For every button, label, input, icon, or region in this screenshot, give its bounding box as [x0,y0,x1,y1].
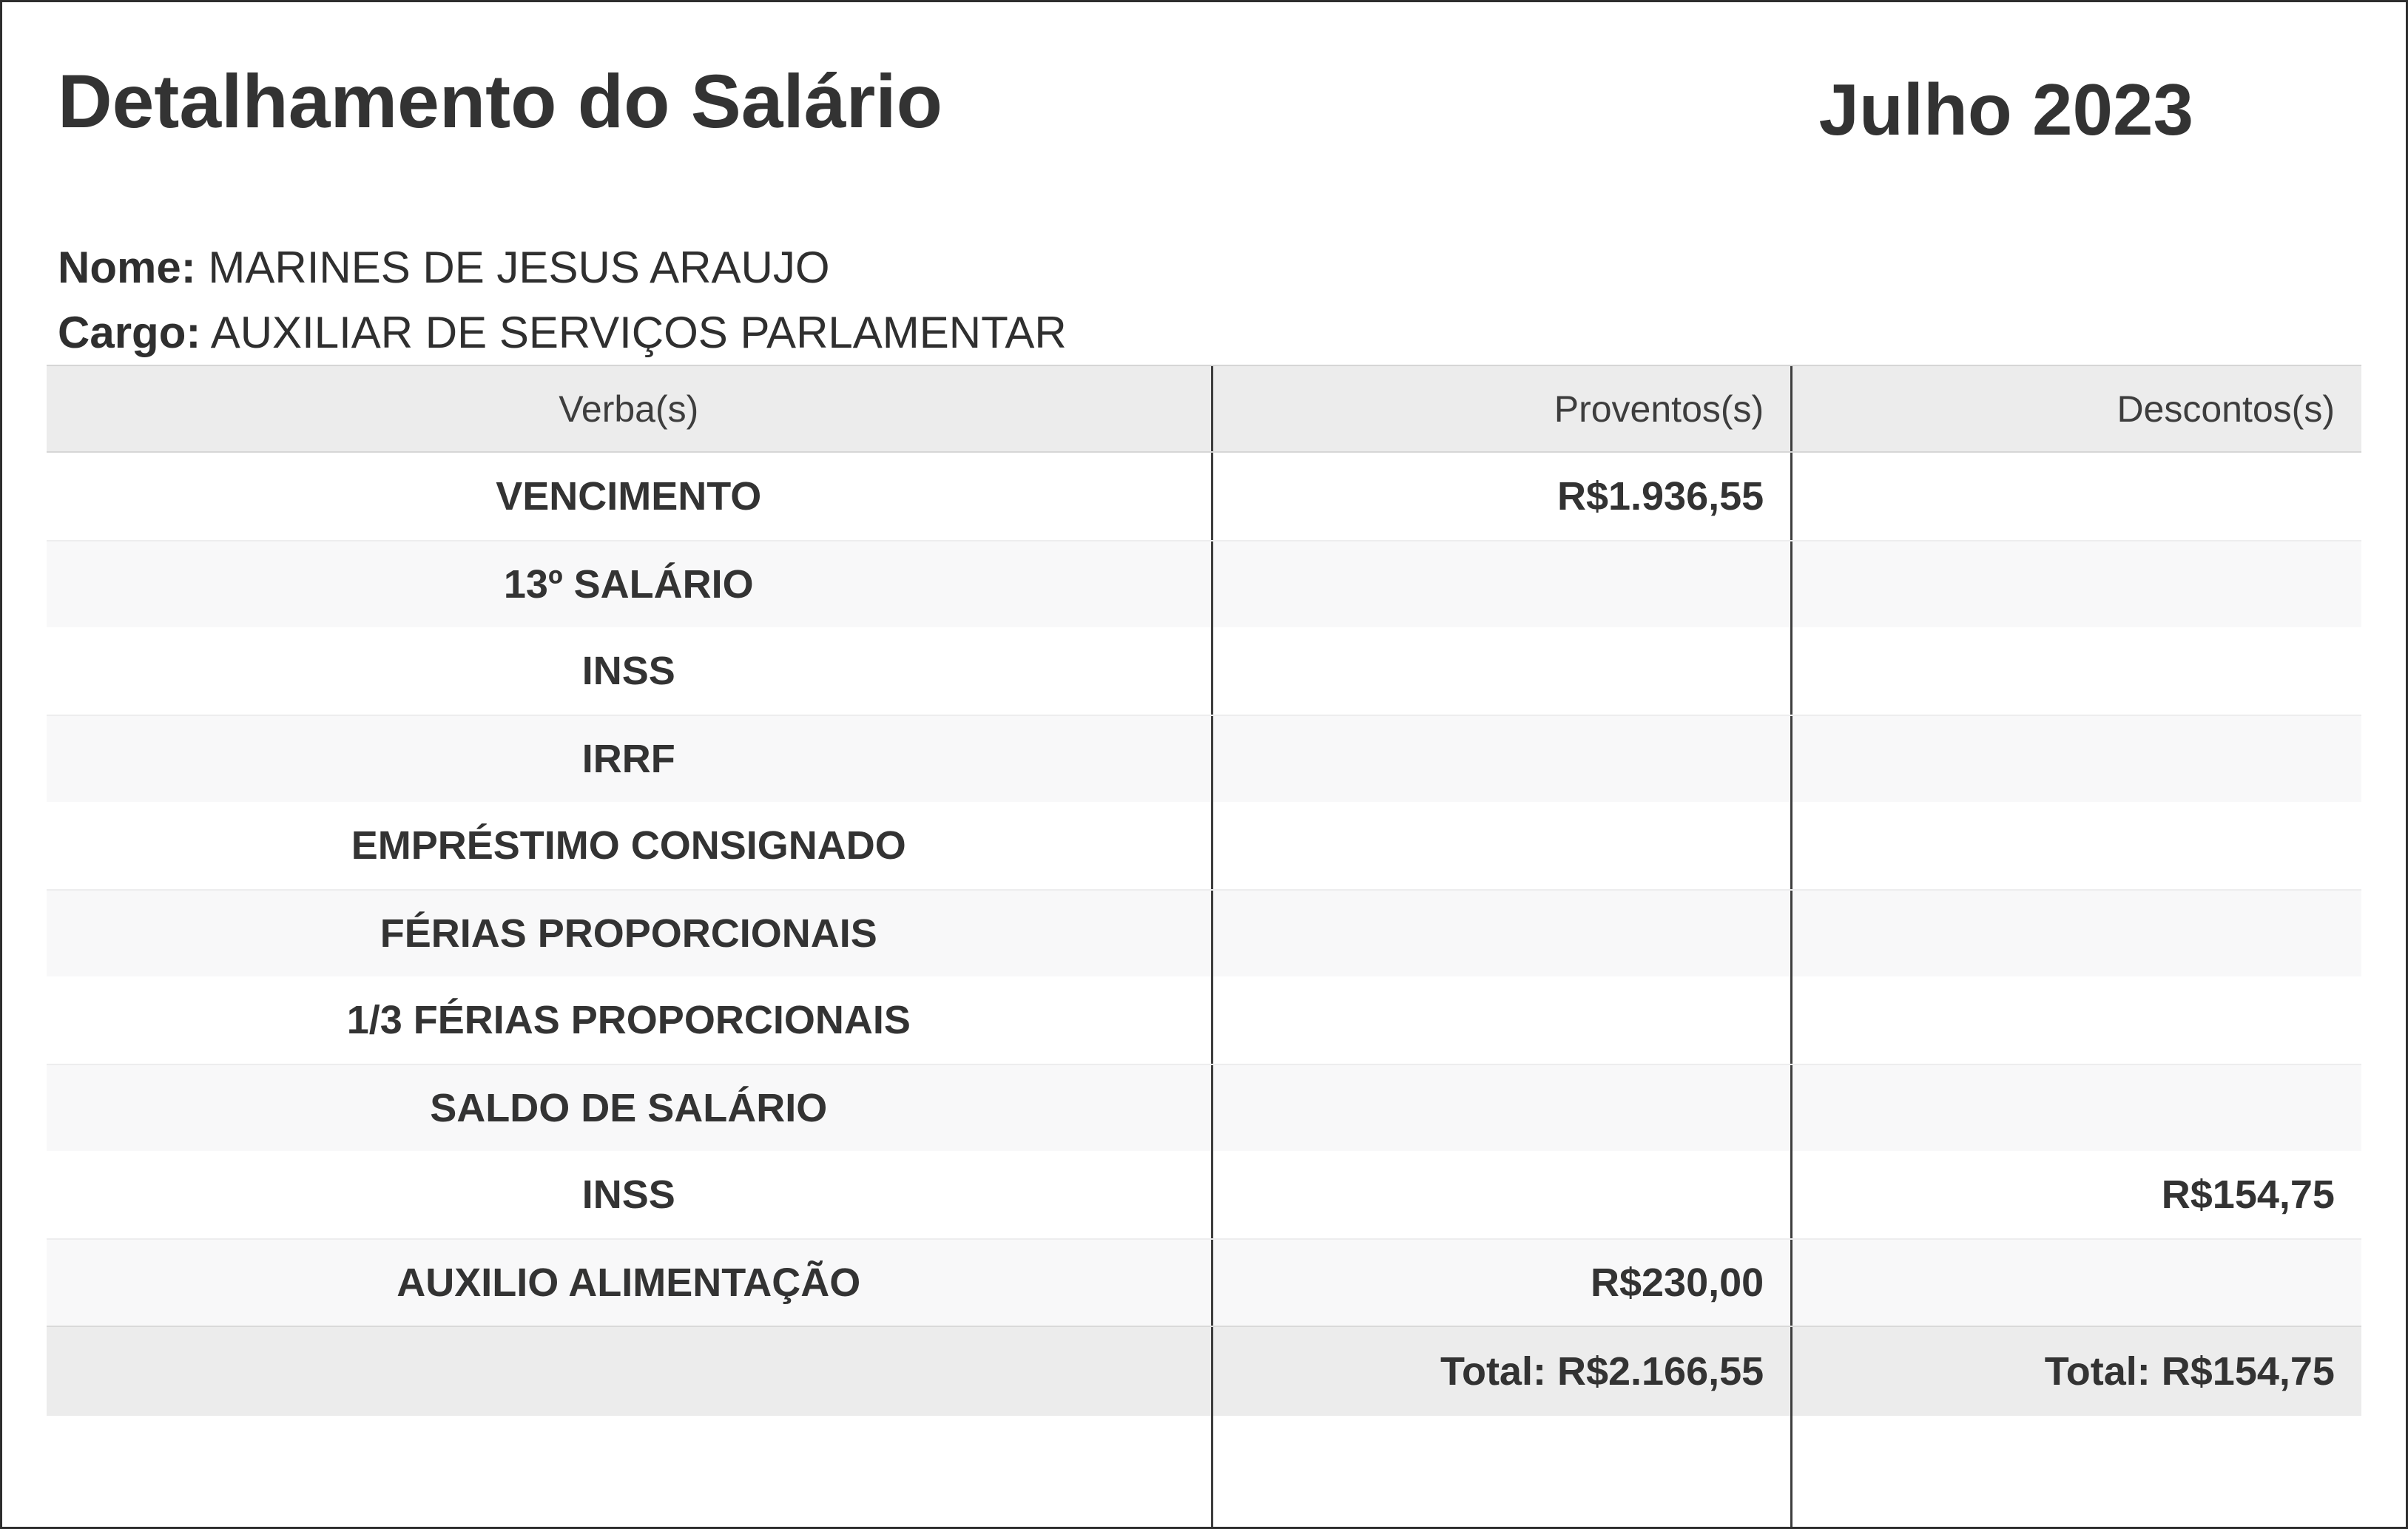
table-row [47,540,2361,627]
cell-descontos: R$154,75 [2161,1172,2335,1218]
cell-verba: SALDO DE SALÁRIO [430,1086,828,1131]
total-verba-cell [47,1327,1211,1416]
cell-descontos [1792,541,2361,627]
table-footer-spacer [47,1416,2361,1527]
page-header [47,59,2361,150]
table-row [47,1064,2361,1151]
employee-name-label: Nome: [58,243,196,293]
cell-descontos [1792,627,2361,715]
page-title: Detalhamento do Salário [58,59,942,144]
table-row [47,976,2361,1064]
employee-role-line [58,308,2361,358]
cell-verba: INSS [581,649,675,694]
cell-verba: INSS [581,1172,675,1218]
cell-proventos [1211,716,1793,802]
cell-verba: FÉRIAS PROPORCIONAIS [380,911,877,956]
salary-table [47,365,2361,1527]
employee-role-label: Cargo: [58,308,201,358]
cell-verba: IRRF [581,737,675,782]
cell-descontos [1792,716,2361,802]
cell-descontos [1792,453,2361,540]
column-header-proventos: Proventos(s) [1554,388,1764,430]
cell-verba: AUXILIO ALIMENTAÇÃO [397,1260,861,1306]
cell-proventos [1211,891,1793,976]
column-header-proventos-cell [1211,366,1793,451]
cell-descontos [1792,1065,2361,1151]
cell-verba: 1/3 FÉRIAS PROPORCIONAIS [346,998,911,1043]
cell-proventos [1211,541,1793,627]
column-header-verba: Verba(s) [559,388,699,430]
total-descontos: Total: R$154,75 [2044,1349,2335,1394]
table-row [47,802,2361,889]
employee-name-value: MARINES DE JESUS ARAUJO [208,243,830,293]
table-row [47,453,2361,540]
employee-role-value: AUXILIAR DE SERVIÇOS PARLAMENTAR [210,308,1067,358]
cell-proventos [1211,1151,1793,1238]
cell-proventos [1211,627,1793,715]
cell-verba: EMPRÉSTIMO CONSIGNADO [351,823,906,868]
cell-proventos: R$1.936,55 [1211,453,1793,540]
table-row [47,889,2361,976]
cell-descontos [1792,891,2361,976]
table-row [47,627,2361,715]
column-header-descontos: Descontos(s) [2117,388,2335,430]
table-row [47,715,2361,802]
total-proventos: Total: R$2.166,55 [1440,1349,1764,1394]
table-row [47,1238,2361,1326]
cell-proventos [1211,802,1793,889]
cell-verba: 13º SALÁRIO [503,562,754,607]
table-row [47,1151,2361,1238]
cell-proventos [1211,1065,1793,1151]
cell-verba: VENCIMENTO [496,474,762,519]
table-body [47,453,2361,1326]
cell-descontos [1792,976,2361,1064]
employee-info [47,243,2361,358]
cell-descontos [1792,1240,2361,1326]
total-descontos-cell [1792,1327,2361,1416]
column-header-descontos-cell [1792,366,2361,451]
employee-name-line [58,243,2361,293]
total-row [47,1326,2361,1416]
cell-proventos: R$230,00 [1211,1240,1793,1326]
table-header-row [47,365,2361,453]
period-label: Julho 2023 [1818,69,2193,150]
cell-proventos [1211,976,1793,1064]
cell-descontos [1792,802,2361,889]
total-proventos-cell [1211,1327,1793,1416]
